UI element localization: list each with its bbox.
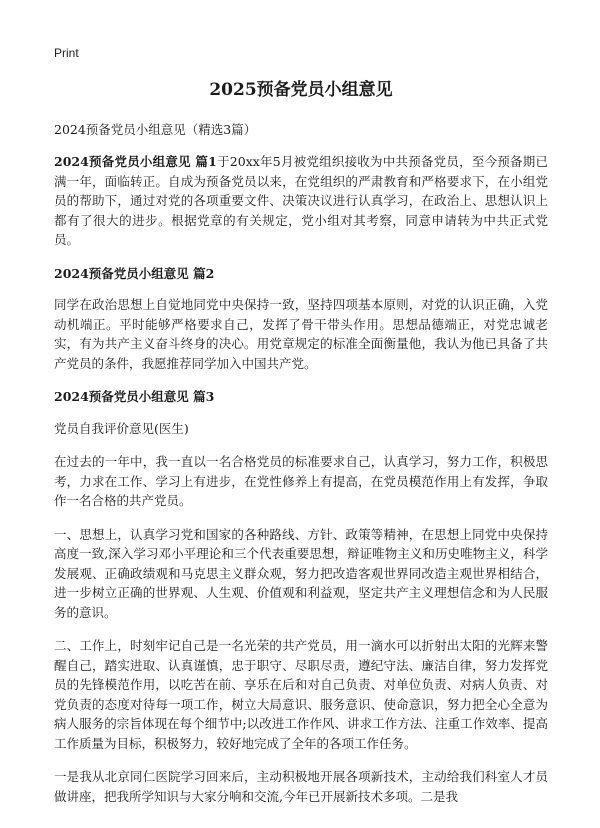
section-1-heading: 2024预备党员小组意见 篇1 [54,154,217,169]
section-3-paragraph: 在过去的一年中，我一直以一名合格党员的标准要求自己，认真学习，努力工作，积极思考，力求在工作、学习上有进步，在党性修养上有提高，在党员模范作用上有发挥，争取作一名合格的共产党员。 [54,454,548,508]
print-link[interactable]: Print [54,46,79,60]
document-subtitle: 2024预备党员小组意见（精选3篇） [54,122,257,137]
section-3-paragraph: 二、工作上，时刻牢记自己是一名光荣的共产党员，用一滴水可以折射出太阳的光辉来警醒自己，踏实进取、认真谨慎，忠于职守、尽职尽责，遵纪守法、廉洁自律，努力发挥党员的先锋模范作用，以吃苦在前、享乐在后和对自己负责、对单位负责、对病人负责、对党负责的态度对待每一项工作，树立大局意识、服务意识、使命意识，努力把全心全意为病人服务的宗旨体现在每个细节中;以改进工作作风、讲求工作方法、注重工作效率、提高工作质量为目标，积极努力，较好地完成了全年的各项工作任务。 [54,638,548,751]
document [54,78,548,820]
section-1 [54,152,548,250]
section-3-heading: 2024预备党员小组意见 篇3 [54,389,215,404]
section-2-heading: 2024预备党员小组意见 篇2 [54,265,215,281]
section-3-label: 党员自我评价意见(医生) [54,420,189,436]
section-2-text: 同学在政治思想上自觉地同党中央保持一致，坚持四项基本原则，对党的认识正确，入党动机端正。平时能够严格要求自己，发挥了骨干带头作用。思想品德端正，对党忠诚老实，有为共产主义奋斗终身的决心。用党章规定的标准全面衡量他，我认为他已具备了共产党员的条件，我愿推荐同学加入中国共产党。 [54,297,548,371]
section-3-paragraph: 一是我从北京同仁医院学习回来后，主动积极地开展各项新技术，主动给我们科室人才员做讲座，把我所学知识与大家分响和交流,今年已开展新技术多项。二是我 [54,769,548,804]
section-1-text: 于20xx年5月被党组织接收为中共预备党员，至今预备期已满一年，面临转正。自成为预备党员以来，在党组织的严肃教育和严格要求下，在小组党员的帮助下，通过对党的各项重要文件、决策决议进行认真学习，在政治上、思想认识上都有了很大的进步。根据党章的有关规定，党小组对其考察，同意申请转为中共正式党员。 [54,154,548,247]
page-title: 2025预备党员小组意见 [209,80,393,100]
section-3-paragraph: 一、思想上，认真学习党和国家的各种路线、方针、政策等精神，在思想上同党中央保持高度一致,深入学习邓小平理论和三个代表重要思想，辩证唯物主义和历史唯物主义，科学发展观、正确政绩观和马克思主义群众观，努力把改造客观世界同改造主观世界相结合，进一步树立正确的世界观、人生观、价值观和利益观，坚定共产主义理想信念和为人民服务的意识。 [54,526,548,620]
